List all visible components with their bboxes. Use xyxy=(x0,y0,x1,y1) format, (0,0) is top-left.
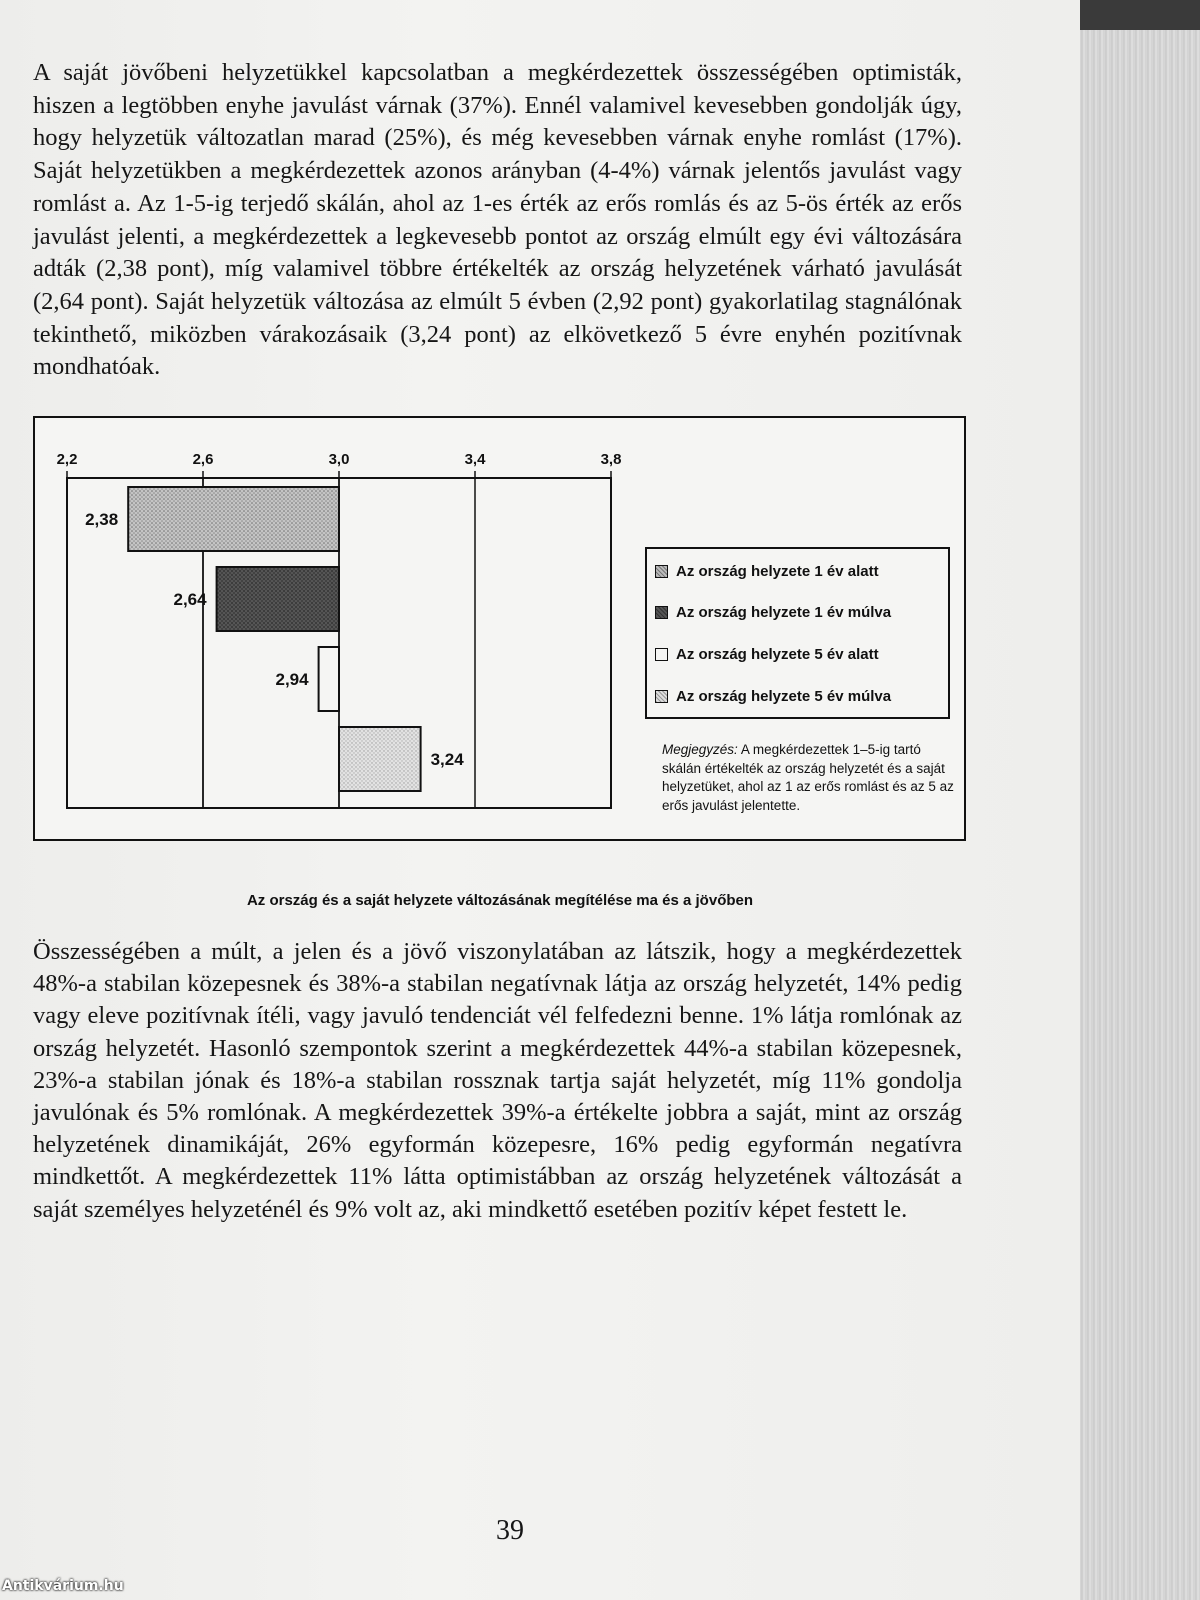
page-number: 39 xyxy=(496,1515,524,1546)
legend-swatch-4 xyxy=(655,690,668,703)
chart-note xyxy=(662,741,962,815)
body-paragraph-2: Összességében a múlt, a jelen és a jövő viszonylatában az látszik, hogy a megkérdezettek 48%-a stabilan közepesnek és 38%-a stabilan negatívnak látja az ország helyzetét, 14% pedig vagy eleve pozitívnak ítéli, vagy javuló tendenciát vél felfedezni benne. 1% látja romlónak az ország helyzetét. Hasonló szempontok szerint a megkérdezettek 44%-a stabilan közepesnek, 23%-a stabilan jónak és 18%-a stabilan rossznak tartja saját helyzetét, míg 11% gondolja javulónak és 5% romlónak. A megkérdezettek 39%-a értékelte jobbra a saját, mint az ország helyzetének dinamikáját, 26% egyformán közepesre, 16% pedig egyformán negatívra mindkettőt. A megkérdezettek 11% látta optimistábban az ország helyzetének változását a saját személyes helyzeténél és 9% volt az, aki mindkettő esetében pozitív képet festett le. xyxy=(33,938,962,1223)
x-tick-label: 3,8 xyxy=(600,451,622,468)
legend-label-4: Az ország helyzete 5 év múlva xyxy=(676,687,892,705)
bar-value-label: 3,24 xyxy=(430,750,464,769)
note-label: Megjegyzés: xyxy=(662,742,738,757)
legend-item xyxy=(655,602,891,622)
x-tick-label: 2,6 xyxy=(192,451,214,468)
note-text: A megkérdezettek 1–5-ig tartó skálán értékelték az ország helyzetét és a saját helyzetüket, ahol az 1 az erős romlást és az 5 az erős javulást jelentette. xyxy=(662,742,954,813)
bar-3 xyxy=(319,647,339,711)
legend-label-3: Az ország helyzete 5 év alatt xyxy=(676,645,879,663)
legend-item xyxy=(655,686,891,706)
chart-caption: Az ország és a saját helyzete változásának megítélése ma és a jövőben xyxy=(246,892,754,909)
x-tick-label: 3,4 xyxy=(464,451,486,468)
legend-swatch-2 xyxy=(655,606,668,619)
watermark: Antikvárium.hu xyxy=(2,1578,124,1594)
bar-2 xyxy=(217,567,339,631)
x-tick-label: 2,2 xyxy=(56,451,78,468)
x-tick-label: 3,0 xyxy=(328,451,350,468)
legend-swatch-1 xyxy=(655,565,668,578)
legend-swatch-3 xyxy=(655,648,668,661)
page-edges xyxy=(1080,0,1200,1600)
chart-legend xyxy=(645,547,950,719)
legend-item xyxy=(655,644,879,664)
legend-label-1: Az ország helyzete 1 év alatt xyxy=(676,562,879,580)
body-paragraph-1: A saját jövőbeni helyzetükkel kapcsolatban a megkérdezettek összességében optimisták, hiszen a legtöbben enyhe javulást várnak (37%). Ennél valamivel kevesebben gondolják úgy, hogy helyzetük változatlan marad (25%), és még kevesebben várnak enyhe romlást (17%). Saját helyzetükben a megkérdezettek azonos arányban (4-4%) várnak jelentős javulást vagy romlást a. Az 1-5-ig terjedő skálán, ahol az 1-es érték az erős romlás és az 5-ös érték az erős javulást jelenti, a megkérdezettek a legkevesebb pontot az ország elmúlt egy évi változására adták (2,38 pont), míg valamivel többre értékelték az ország helyzetének várható javulását (2,64 pont). Saját helyzetük változása az elmúlt 5 évben (2,92 pont) gyakorlatilag stagnálónak tekinthető, miközben várakozásaik (3,24 pont) az elkövetkező 5 évre enyhén pozitívnak mondhatóak. xyxy=(33,59,962,381)
bar-value-label: 2,64 xyxy=(173,590,207,609)
legend-item xyxy=(655,561,879,581)
bar-value-label: 2,94 xyxy=(275,670,309,689)
bar-4 xyxy=(339,727,421,791)
bar-value-label: 2,38 xyxy=(85,510,119,529)
book-top-shadow xyxy=(1080,0,1200,30)
bar-1 xyxy=(128,487,339,551)
legend-label-2: Az ország helyzete 1 év múlva xyxy=(676,603,892,621)
